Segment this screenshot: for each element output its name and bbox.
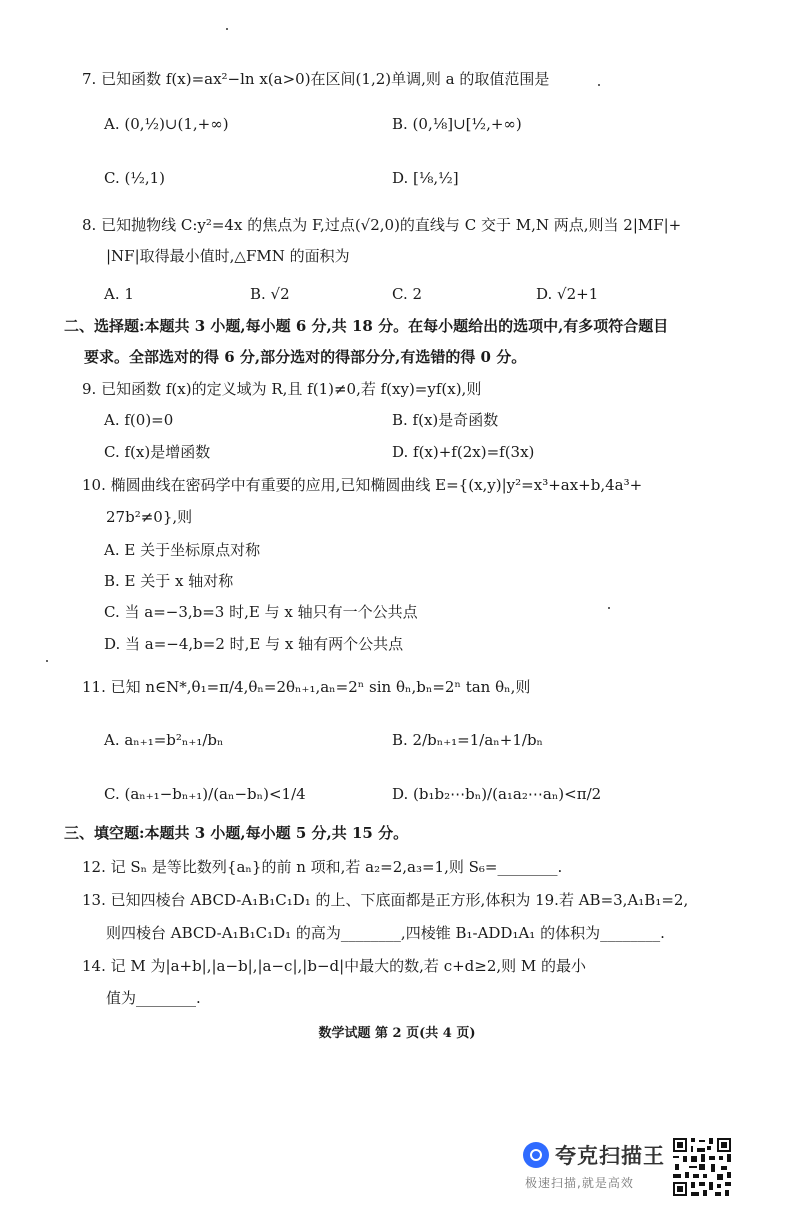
watermark-name: 夸克扫描王 bbox=[555, 1144, 665, 1168]
q7-option-d: D. [⅛,½] bbox=[392, 169, 459, 187]
section2-heading-line2: 要求。全部选对的得 6 分,部分选对的得部分分,有选错的得 0 分。 bbox=[84, 348, 527, 366]
q14-stem-line2: 值为________. bbox=[106, 989, 201, 1007]
q10-option-a: A. E 关于坐标原点对称 bbox=[104, 541, 261, 559]
q10-option-c: C. 当 a=−3,b=3 时,E 与 x 轴只有一个公共点 bbox=[104, 603, 418, 621]
q7-option-c: C. (½,1) bbox=[104, 169, 166, 187]
q9-option-a: A. f(0)=0 bbox=[104, 411, 174, 429]
scanner-watermark bbox=[523, 1138, 673, 1190]
scan-speck bbox=[608, 607, 610, 609]
q10-option-b: B. E 关于 x 轴对称 bbox=[104, 572, 234, 590]
q8-option-a: A. 1 bbox=[104, 285, 134, 303]
q7-option-a: A. (0,½)∪(1,+∞) bbox=[104, 115, 229, 133]
q9-option-b: B. f(x)是奇函数 bbox=[392, 411, 499, 429]
q10-stem-line1: 10. 椭圆曲线在密码学中有重要的应用,已知椭圆曲线 E={(x,y)|y²=x³+ax+b,4a³+ bbox=[82, 476, 643, 494]
section2-heading-line1: 二、选择题:本题共 3 小题,每小题 6 分,共 18 分。在每小题给出的选项中,有多项符合题目 bbox=[64, 317, 669, 335]
quark-logo-icon bbox=[523, 1142, 549, 1168]
q9-option-d: D. f(x)+f(2x)=f(3x) bbox=[392, 443, 535, 461]
q9-option-c: C. f(x)是增函数 bbox=[104, 443, 211, 461]
scan-speck bbox=[226, 28, 228, 30]
q10-option-d: D. 当 a=−4,b=2 时,E 与 x 轴有两个公共点 bbox=[104, 635, 404, 653]
scan-speck bbox=[598, 84, 600, 86]
q11-option-b: B. 2/bₙ₊₁=1/aₙ+1/bₙ bbox=[392, 731, 544, 749]
q8-stem-line2: |NF|取得最小值时,△FMN 的面积为 bbox=[106, 247, 350, 265]
q14-stem-line1: 14. 记 M 为|a+b|,|a−b|,|a−c|,|b−d|中最大的数,若 c+d≥2,则 M 的最小 bbox=[82, 957, 587, 975]
watermark-slogan: 极速扫描,就是高效 bbox=[525, 1176, 634, 1190]
section3-heading: 三、填空题:本题共 3 小题,每小题 5 分,共 15 分。 bbox=[64, 824, 409, 842]
qr-code-icon bbox=[671, 1136, 733, 1198]
page-footer: 数学试题 第 2 页(共 4 页) bbox=[318, 1026, 476, 1041]
q10-stem-line2: 27b²≠0},则 bbox=[106, 508, 193, 526]
q8-option-d: D. √2+1 bbox=[536, 285, 599, 303]
q12-stem: 12. 记 Sₙ 是等比数列{aₙ}的前 n 项和,若 a₂=2,a₃=1,则 S₆=________. bbox=[82, 858, 563, 876]
q8-option-b: B. √2 bbox=[250, 285, 290, 303]
q11-stem: 11. 已知 n∈N*,θ₁=π/4,θₙ=2θₙ₊₁,aₙ=2ⁿ sin θₙ,bₙ=2ⁿ tan θₙ,则 bbox=[82, 678, 531, 696]
q11-option-c: C. (aₙ₊₁−bₙ₊₁)/(aₙ−bₙ)<1/4 bbox=[104, 785, 306, 803]
q11-option-a: A. aₙ₊₁=b²ₙ₊₁/bₙ bbox=[104, 731, 224, 749]
q8-option-c: C. 2 bbox=[392, 285, 423, 303]
scan-speck bbox=[46, 660, 48, 662]
q13-stem-line2: 则四棱台 ABCD-A₁B₁C₁D₁ 的高为________,四棱锥 B₁-ADD₁A₁ 的体积为________. bbox=[106, 924, 665, 942]
q7-option-b: B. (0,⅛]∪[½,+∞) bbox=[392, 115, 522, 133]
q13-stem-line1: 13. 已知四棱台 ABCD-A₁B₁C₁D₁ 的上、下底面都是正方形,体积为 19.若 AB=3,A₁B₁=2, bbox=[82, 891, 689, 909]
q7-stem: 7. 已知函数 f(x)=ax²−ln x(a>0)在区间(1,2)单调,则 a 的取值范围是 bbox=[82, 70, 550, 88]
q8-stem-line1: 8. 已知抛物线 C:y²=4x 的焦点为 F,过点(√2,0)的直线与 C 交于 M,N 两点,则当 2|MF|+ bbox=[82, 216, 682, 234]
q9-stem: 9. 已知函数 f(x)的定义域为 R,且 f(1)≠0,若 f(xy)=yf(x),则 bbox=[82, 380, 482, 398]
q11-option-d: D. (b₁b₂⋯bₙ)/(a₁a₂⋯aₙ)<π/2 bbox=[392, 785, 602, 803]
